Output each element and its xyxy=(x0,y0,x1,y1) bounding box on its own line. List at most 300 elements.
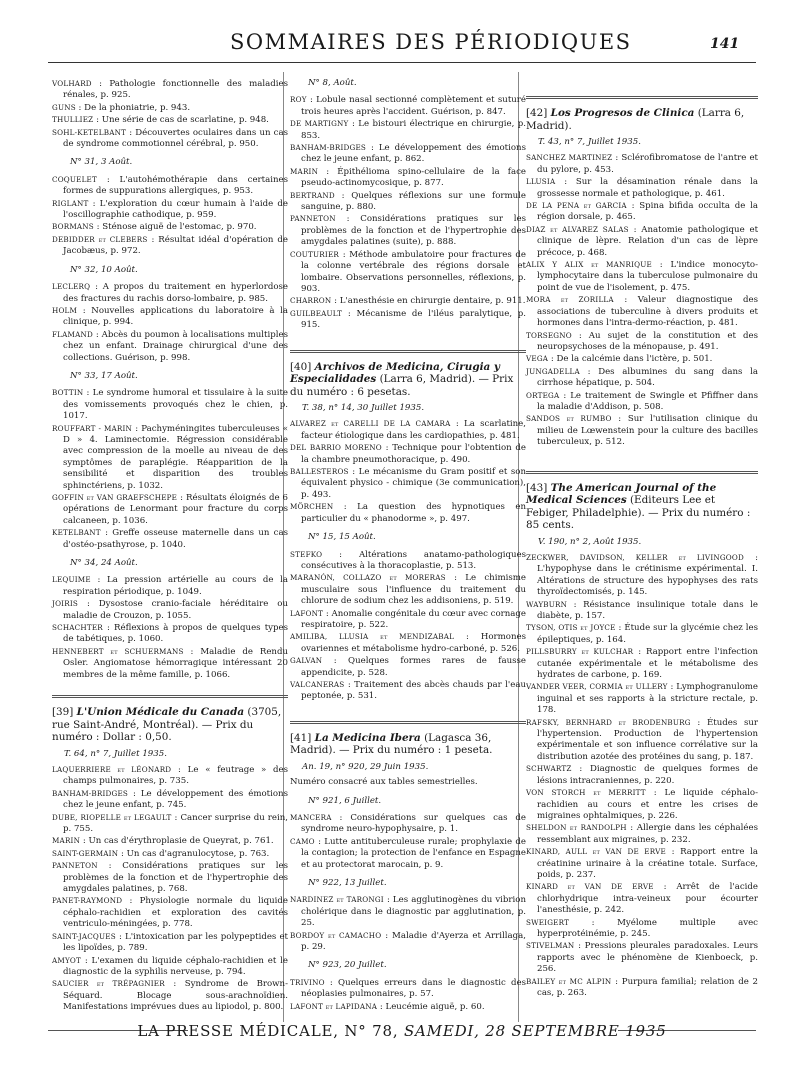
article-author: ALVAREZ et CARELLI DE LA CAMARA xyxy=(290,419,451,429)
article-author: AMYOT xyxy=(52,955,81,965)
article-title: : Altérations anatamo-pathologiques consécutives à la thoracoplastie, p. 513. xyxy=(301,549,527,571)
article-author: VALCANERAS xyxy=(290,679,345,689)
article-author: BAILEY et MC ALPIN xyxy=(526,976,612,986)
article-list xyxy=(52,78,288,150)
journal-title: Archivos de Medicina, Cirugia y Especialidades xyxy=(290,360,500,386)
issue-date: N° 921, 6 Juillet. xyxy=(308,795,382,806)
article-title: : La scarlatine, facteur étiologique dans les cardiopathies, p. 481. xyxy=(301,419,526,441)
article-author: BANHAM-BRIDGES xyxy=(290,143,367,153)
article-list xyxy=(290,418,526,525)
article-title: : De la calcémie dans l'ictère, p. 501. xyxy=(550,354,713,365)
article-entry xyxy=(52,646,288,681)
article-author: JOIRIS xyxy=(52,599,78,609)
article-entry xyxy=(290,631,526,655)
journal-heading xyxy=(526,482,758,532)
article-author: BORMANS xyxy=(52,222,94,232)
article-author: VEGA xyxy=(526,354,549,364)
article-title: : Épithélioma spino-cellulaire de la face pseudo-actinomycosique, p. 877. xyxy=(301,166,526,189)
journal-title: Los Progresos de Clinica xyxy=(550,107,695,119)
article-entry xyxy=(290,442,526,466)
article-author: BOTTIN xyxy=(52,388,84,398)
article-title: : Greffe osseuse maternelle dans un cas d'ostéo-psathyrose, p. 1040. xyxy=(63,528,288,550)
article-entry xyxy=(526,152,758,176)
article-author: SAINT-GERMAIN xyxy=(52,848,119,858)
article-author: TRIVINO xyxy=(290,977,325,987)
article-list xyxy=(52,574,288,681)
article-entry xyxy=(52,848,288,860)
article-entry xyxy=(290,295,526,307)
article-author: COQUELET xyxy=(52,174,98,184)
article-author: GUNS xyxy=(52,102,76,112)
article-author: SANDOS et RUMBO xyxy=(526,414,612,424)
article-title: : La pression artérielle au cours de la respiration périodique, p. 1049. xyxy=(63,575,289,597)
article-author: KINARD et VAN DE ERVE xyxy=(526,882,654,892)
article-title: : Maladie d'Ayerza et Arrillaga, p. 29. xyxy=(301,930,526,953)
article-title: : Pressions pleurales paradoxales. Leurs rapports avec le phénomène de Kienboeck, p. 256. xyxy=(537,941,758,975)
article-author: MÖRCHEN xyxy=(290,502,334,512)
article-list xyxy=(526,552,758,999)
article-author: SAINT-JACQUES xyxy=(52,931,116,941)
article-title: : Sclérofibromatose de l'antre et du pylore, p. 453. xyxy=(537,153,758,175)
article-entry xyxy=(526,413,758,448)
issue-note: Numéro consacré aux tables semestrielles. xyxy=(290,777,478,788)
article-author: FLAMAND xyxy=(52,329,93,339)
article-title: : Résultats éloignés de 6 opérations de Lenormant pour fracture du corps calcaneen, p. 1036. xyxy=(63,493,289,526)
article-entry xyxy=(290,118,526,142)
article-title: : Un cas d'érythroplasie de Queyrat, p. 761. xyxy=(82,836,274,847)
article-entry xyxy=(526,224,758,259)
article-title: : Spina bifida occulta de la région dorsale, p. 465. xyxy=(537,201,758,223)
article-entry xyxy=(526,366,758,390)
article-author: BORDOY et CAMACHO xyxy=(290,930,382,940)
article-title: : L'indice monocyto-lymphocytaire dans la tuberculose pulmonaire du point de vue de l'isolement, p. 475. xyxy=(537,260,758,293)
article-title: : Anatomie pathologique et clinique de lèpre. Relation d'un cas de lèpre précoce, p. 468. xyxy=(537,224,759,258)
article-entry xyxy=(52,174,288,198)
article-entry xyxy=(526,390,758,414)
article-title: : L'examen du liquide céphalo-rachidien et le diagnostic de la syphilis nerveuse, p. 794. xyxy=(63,955,288,977)
journal-address: (Lagasca 36, Madrid). — Prix du numéro : 1 peseta. xyxy=(290,731,493,757)
article-title: : Découvertes oculaires dans un cas de syndrome commotionnel cérébral, p. 950. xyxy=(63,127,288,150)
article-entry xyxy=(52,329,288,364)
article-entry xyxy=(290,166,526,190)
article-title: : Le mécanisme du Gram positif et son équivalent physico - chimique (3e communication), p. 493. xyxy=(301,467,526,500)
journal-block-40 xyxy=(290,350,526,703)
article-author: STIVELMAN xyxy=(526,941,575,951)
article-entry xyxy=(52,305,288,329)
article-author: SCHWARTZ xyxy=(526,764,572,774)
article-title: : Lobule nasal sectionné complètement et suturé trois heures après l'accident. Guérison, p. 847. xyxy=(301,95,527,117)
article-title: : Syndrome de Brown-Séquard. Blocage sous-arachnoïdien. Manifestations imprévues dues au lipiodol, p. 800. xyxy=(63,979,288,1013)
article-author: GUILBEAULT xyxy=(290,308,343,318)
journal-address: (Larra 6, Madrid). xyxy=(526,107,745,132)
article-entry xyxy=(290,655,526,679)
article-entry xyxy=(52,127,288,151)
article-author: MORA et ZORILLA xyxy=(526,295,614,305)
article-author: NARDINEZ et TARONGI xyxy=(290,895,384,905)
article-title: : Mécanisme de l'iléus paralytique, p. 915. xyxy=(301,308,526,331)
article-title: : Lymphogranulome inguinal et ses rapports à la stricture rectale, p. 178. xyxy=(537,682,758,716)
article-title: : Lutte antituberculeuse rurale; prophylaxie de la contagion; la protection de l'enfance en Espagne et au protectorat marocain, p. 9. xyxy=(301,836,526,870)
article-title: : Valeur diagnostique des associations de tuberculine à divers produits et hormones dans l'intra-dermo-réaction, p. 481. xyxy=(537,295,759,329)
article-author: BANHAM-BRIDGES xyxy=(52,788,129,798)
issue-date: N° 31, 3 Août. xyxy=(70,157,133,168)
article-title: : Maladie de Rendu Osler. Angiomatose hémorragique intéressant 20 membres de la même famille, p. 1066. xyxy=(63,646,288,680)
article-entry xyxy=(526,917,758,941)
article-title: : Le syndrome humoral et tissulaire à la suite des vomissements provoqués chez le chien, p. 1017. xyxy=(63,388,289,422)
journal-heading xyxy=(52,706,288,744)
article-author: GOFFIN et VAN GRAEFSCHEPE xyxy=(52,493,178,502)
article-author: TORSEGNO xyxy=(526,330,572,340)
article-entry xyxy=(290,930,526,954)
article-entry xyxy=(526,681,758,716)
article-entry xyxy=(526,881,758,916)
article-entry xyxy=(526,763,758,787)
article-author: DUBE, RIOPELLE et LEGAULT xyxy=(52,812,172,822)
article-title: : Méthode ambulatoire pour fractures de la colonne vertébrale des régions dorsale et lombaire. Observations personnelles, réflexions, p. 903. xyxy=(301,249,526,294)
article-author: BALLESTEROS xyxy=(290,467,349,477)
journal-address: (Editeurs Lee et Febiger, Philadelphie). — Prix du numéro : 85 cents. xyxy=(526,494,751,532)
article-entry xyxy=(52,835,288,847)
article-entry xyxy=(52,387,288,422)
article-author: TYSON, OTIS et JOYCE xyxy=(526,623,616,633)
article-title: : Considérations pratiques sur les problèmes de la fonction et de l'hypertrophie des amygdales palatines (suite), p. 888. xyxy=(301,214,526,248)
article-title: : Considérations sur quelques cas de syndrome neuro-hypophysaire, p. 1. xyxy=(301,813,526,835)
article-author: HENNEBERT et SCHUERMANS xyxy=(52,646,184,656)
article-entry xyxy=(526,787,758,822)
article-title: : Hormones ovariennes et métabolisme hydro-carboné, p. 526. xyxy=(301,632,526,654)
article-author: VOLHARD xyxy=(52,79,92,88)
article-title: : Pachyméningites tuberculeuses « D » 4. Laminectomie. Régression considérable avec compression de la moelle au niveau de des symptômes de paraplégie. Réapparition de la sensibilité et disparition des troubles sphinctériens, p. 1032. xyxy=(63,423,288,491)
article-author: LECLERQ xyxy=(52,282,91,292)
article-title: : Considérations pratiques sur les problèmes de la fonction et de l'hypertrophie des amygdales palatines, p. 768. xyxy=(63,861,288,895)
article-entry xyxy=(52,78,288,102)
article-entry xyxy=(52,221,288,233)
volume-line: T. 43, n° 7, Juillet 1935. xyxy=(538,137,641,147)
article-author: BERTRAND xyxy=(290,190,335,200)
article-entry xyxy=(290,308,526,332)
article-entry xyxy=(526,846,758,881)
article-entry xyxy=(52,114,288,126)
article-title: : Sténose aiguë de l'estomac, p. 970. xyxy=(96,222,257,233)
article-list xyxy=(526,152,758,448)
article-title: : Des albumines du sang dans la cirrhose hépatique, p. 504. xyxy=(537,366,758,389)
article-entry xyxy=(52,764,288,788)
article-author: SAUCIER et TRÉPAGNIER xyxy=(52,979,165,989)
article-entry xyxy=(526,330,758,354)
article-title: : De la phoniatrie, p. 943. xyxy=(78,102,191,113)
article-title: : A propos du traitement en hyperlordose des fractures du rachis dorso-lombaire, p. 985. xyxy=(63,282,289,304)
article-entry xyxy=(52,281,288,305)
article-author: ROY xyxy=(290,95,307,105)
article-title: : L'hypophyse dans le crétinisme expérimental. I. Altérations de structure des hypophyses des rats thyroïdectomisés, p. 145. xyxy=(537,552,759,598)
article-author: ZECKWER, DAVIDSON, KELLER et LIVINGOOD xyxy=(526,552,744,562)
article-list xyxy=(290,812,526,871)
article-author: HOLM xyxy=(52,305,78,315)
article-author: ALIX Y ALIX et MANRIQUE xyxy=(526,260,652,270)
article-author: PANNETON xyxy=(290,214,336,224)
article-list xyxy=(52,764,288,1014)
article-entry xyxy=(526,622,758,646)
article-author: KETELBANT xyxy=(52,528,101,538)
article-title: : Résultat idéal d'opération de Jacobæus, p. 972. xyxy=(63,234,288,257)
article-title: : Étude sur la glycémie chez les épileptiques, p. 164. xyxy=(537,623,758,645)
article-title: : Le développement des émotions chez le jeune enfant, p. 862. xyxy=(301,143,526,165)
issue-date: N° 15, 15 Août. xyxy=(308,532,376,543)
article-author: ROUFFART - MARIN xyxy=(52,423,133,433)
article-title: : Un cas d'agranulocytose, p. 763. xyxy=(120,848,270,859)
journal-address: (3705, rue Saint-André, Montréal). — Prix du numéro : Dollar : 0,50. xyxy=(52,706,282,744)
article-author: SHELDON et RANDOLPH xyxy=(526,823,627,833)
issue-date: N° 34, 24 Août. xyxy=(70,558,138,569)
volume-line: T. 38, n° 14, 30 Juillet 1935. xyxy=(302,403,425,414)
article-entry xyxy=(526,259,758,294)
article-entry xyxy=(526,552,758,599)
article-title: : Pathologie fonctionnelle des maladies rénales, p. 925. xyxy=(63,79,288,101)
article-entry xyxy=(52,895,288,930)
journal-heading xyxy=(290,732,526,757)
article-title: : Technique pour l'obtention de la chambre pneumothoracique, p. 490. xyxy=(301,443,527,465)
article-author: KINARD, AULL et VAN DE ERVE xyxy=(526,847,666,857)
article-entry xyxy=(526,822,758,846)
article-entry xyxy=(290,213,526,248)
article-entry xyxy=(526,717,758,764)
article-entry xyxy=(526,200,758,224)
issue-date: N° 32, 10 Août. xyxy=(70,264,138,275)
article-list xyxy=(290,977,526,1013)
journal-block-41 xyxy=(290,721,526,1013)
journal-heading xyxy=(290,361,526,399)
article-author: PILLSBURRY et KULCHAR xyxy=(526,647,634,657)
page-number: 141 xyxy=(710,36,740,52)
article-title: : Diagnostic de quelques formes de lésions intracraniennes, p. 220. xyxy=(537,764,759,786)
article-author: PANNETON xyxy=(52,861,98,871)
journal-title: La Medicina Ibera xyxy=(314,731,421,744)
header-rule xyxy=(48,62,756,63)
article-author: GALVAN xyxy=(290,656,323,666)
article-title: : La question des hypnotiques en particulier du « phanodorme », p. 497. xyxy=(301,502,526,524)
article-author: MARIN xyxy=(52,836,81,846)
journal-title: The American Journal of the Medical Sciences xyxy=(526,481,717,507)
article-entry xyxy=(526,599,758,623)
article-author: LAQUERRIERE et LÉONARD xyxy=(52,765,172,774)
article-author: DIAZ et ALVAREZ SALAS xyxy=(526,224,629,234)
article-entry xyxy=(526,976,758,1000)
article-title: : Rapport entre la créatinine urinaire à la créatine totale. Surface, poids, p. 237. xyxy=(537,847,758,880)
article-entry xyxy=(290,94,526,118)
article-entry xyxy=(290,608,526,632)
article-author: STEFKO xyxy=(290,549,323,559)
article-title: : Quelques erreurs dans le diagnostic des néoplasies pulmonaires, p. 57. xyxy=(301,977,526,1000)
article-title: : Quelques réflexions sur une formule sanguine, p. 880. xyxy=(301,190,526,213)
article-entry xyxy=(290,977,526,1001)
article-author: ORTEGA xyxy=(526,390,560,400)
issue-date: N° 923, 20 Juillet. xyxy=(308,960,387,971)
journal-heading xyxy=(526,107,758,132)
article-title: : Rapport entre l'infection cutanée expérimentale et le métabolisme des hydrates de carbone, p. 169. xyxy=(537,647,758,681)
article-author: LAFONT xyxy=(290,608,324,618)
article-author: THULLIEZ xyxy=(52,115,94,125)
article-author: CAMO xyxy=(290,836,315,846)
article-author: CHARRON xyxy=(290,296,332,306)
article-author: SOHL-KETELBANT xyxy=(52,127,127,137)
article-title: : Études sur l'hypertension. Production de l'hypertension expérimentale et son influence corrélative sur la distribution azotée des protéines du sang, p. 187. xyxy=(537,717,758,762)
journal-title: L'Union Médicale du Canada xyxy=(76,706,245,719)
article-entry xyxy=(290,549,526,573)
article-author: VANDER VEER, CORMIA et ULLERY xyxy=(526,682,668,692)
article-entry xyxy=(290,812,526,836)
article-author: LLUSIA xyxy=(526,177,556,187)
article-list xyxy=(52,387,288,551)
journal-address: (Larra 6, Madrid). — Prix du numéro : 6 pesetas. xyxy=(290,373,514,398)
journal-block-42 xyxy=(526,96,758,449)
article-title: : Résistance insulinique totale dans le diabète, p. 157. xyxy=(537,599,758,621)
article-entry xyxy=(290,679,526,703)
article-entry xyxy=(526,646,758,681)
article-author: SWEIGERT xyxy=(526,917,570,927)
article-author: LAFONT et LAPIDANA xyxy=(290,1001,378,1011)
journal-number: [42] xyxy=(526,107,548,119)
footer-date: SAMEDI, 28 SEPTEMBRE 1935 xyxy=(403,1022,667,1040)
article-author: DE LA PENA et GARCIA xyxy=(526,201,627,211)
journal-number: [41] xyxy=(290,731,312,744)
article-author: MANCERA xyxy=(290,813,332,822)
article-title: : Le « feutrage » des champs pulmonaires, p. 735. xyxy=(63,765,289,787)
article-title: : Allergie dans les céphalées ressemblant aux migraines, p. 232. xyxy=(537,823,759,845)
article-entry xyxy=(290,249,526,296)
article-list xyxy=(290,894,526,953)
article-entry xyxy=(52,492,288,527)
article-author: JUNGADELLA xyxy=(526,366,580,376)
article-entry xyxy=(52,860,288,895)
article-title: : Nouvelles applications du laboratoire à la clinique, p. 994. xyxy=(63,305,288,328)
article-entry xyxy=(526,940,758,975)
journal-number: [39] xyxy=(52,706,74,719)
article-entry xyxy=(52,812,288,836)
issue-date: N° 922, 13 Juillet. xyxy=(308,878,387,889)
article-entry xyxy=(52,788,288,812)
article-entry xyxy=(52,978,288,1013)
article-list xyxy=(290,94,526,331)
running-title: SOMMAIRES DES PÉRIODIQUES xyxy=(230,30,632,54)
article-author: WAYBURN xyxy=(526,599,568,609)
article-author: SANCHEZ MARTINEZ xyxy=(526,153,613,163)
article-entry xyxy=(52,931,288,955)
article-title: : Arrêt de l'acide chlorhydrique intra-veineux pour écourter l'anesthésie, p. 242. xyxy=(537,882,758,916)
article-entry xyxy=(290,836,526,871)
article-entry xyxy=(526,294,758,329)
article-title: : Traitement des abcès chauds par l'eau peptonée, p. 531. xyxy=(301,679,527,702)
article-author: DEBIDDER et CLEBERS xyxy=(52,234,148,244)
article-list xyxy=(290,549,526,703)
article-title: : L'intoxication par les polypeptides et les lipoïdes, p. 789. xyxy=(63,931,288,954)
article-author: DE MARTIGNY xyxy=(290,119,349,129)
article-author: RIGLANT xyxy=(52,198,89,208)
column-3 xyxy=(526,78,758,999)
journal-number: [43] xyxy=(526,481,548,494)
article-entry xyxy=(52,423,288,492)
article-title: : Les agglutinogènes du vibrion cholérique dans le diagnostic par agglutination, p. 25. xyxy=(301,895,526,929)
journal-block-39 xyxy=(52,695,288,1013)
volume-line: V. 190, n° 2, Août 1935. xyxy=(538,536,642,547)
article-title: : Physiologie normale du liquide céphalo-rachidien et exploration des cavités ventriculo-méningées, p. 778. xyxy=(63,896,288,930)
article-title: : Le bistouri électrique en chirurgie, p. 853. xyxy=(301,119,526,141)
article-author: AMILIBA, LLUSIA et MENDIZABAL xyxy=(290,632,455,642)
footer-journal: LA PRESSE MÉDICALE, N° 78, xyxy=(137,1022,399,1040)
article-entry xyxy=(52,574,288,598)
volume-line: An. 19, n° 920, 29 Juin 1935. xyxy=(302,761,429,772)
article-entry xyxy=(52,955,288,979)
article-entry xyxy=(52,622,288,646)
article-title: : Au sujet de la constitution et des neuropsychoses de la ménopause, p. 491. xyxy=(537,330,759,352)
article-author: LEQUIME xyxy=(52,575,91,585)
article-entry xyxy=(290,418,526,442)
article-author: MARANÓN, COLLAZO et MORERAS xyxy=(290,573,446,583)
article-entry xyxy=(52,527,288,551)
article-title: : Abcès du poumon à localisations multiples chez un enfant. Drainage chirurgical d'une des collections. Guérison, p. 998. xyxy=(63,329,288,363)
article-entry xyxy=(526,176,758,200)
article-title: : Cancer surprise du rein, p. 755. xyxy=(63,812,289,835)
article-entry xyxy=(52,102,288,114)
article-author: MARIN xyxy=(290,166,319,176)
article-title: : Leucémie aiguë, p. 60. xyxy=(379,1001,485,1012)
article-entry xyxy=(290,190,526,214)
article-list xyxy=(52,174,288,258)
article-entry xyxy=(290,466,526,501)
article-author: SCHACHTER xyxy=(52,623,103,633)
article-title: : Sur l'utilisation clinique du milieu de Lœwenstein pour la culture des bacilles tuberculeux, p. 512. xyxy=(537,414,758,448)
article-title: : Le liquide céphalo-rachidien au cours et entre les crises de migraines ophtalmiques, p. 226. xyxy=(537,788,758,821)
article-title: : Le traitement de Swingle et Pfiffner dans la maladie d'Addison, p. 508. xyxy=(537,390,758,412)
column-1 xyxy=(52,78,288,1014)
article-title: : Purpura familial; relation de 2 cas, p. 263. xyxy=(537,976,758,998)
article-author: RAFSKY, BERNHARD et BRODENBURG xyxy=(526,717,691,727)
article-title: : Dysostose cranio-faciale héréditaire ou maladie de Crouzon, p. 1055. xyxy=(63,599,288,621)
article-title: : Myélome multiple avec hyperprotéinémie, p. 245. xyxy=(537,917,758,939)
article-title: : Anomalie congénitale du cœur avec cornage respiratoire, p. 522. xyxy=(301,608,526,630)
article-list xyxy=(52,281,288,364)
article-title: : Une série de cas de scarlatine, p. 948. xyxy=(96,115,269,126)
volume-line: T. 64, n° 7, Juillet 1935. xyxy=(64,748,167,759)
article-entry xyxy=(526,353,758,365)
article-entry xyxy=(290,501,526,525)
article-title: : Sur la désamination rénale dans la grossesse normale et pathologique, p. 461. xyxy=(537,177,759,199)
page-footer xyxy=(48,1022,756,1040)
article-author: VON STORCH et MERRITT xyxy=(526,788,646,798)
article-entry xyxy=(290,572,526,607)
article-entry xyxy=(52,598,288,622)
article-entry xyxy=(290,142,526,166)
article-author: DEL BARRIO MORENO xyxy=(290,443,382,453)
issue-date: N° 33, 17 Août. xyxy=(70,370,138,381)
article-title: : Le chimisme musculaire sous l'influence du traitement du chlorure de sodium chez les addisoniens, p. 519. xyxy=(301,573,527,607)
article-title: : Quelques formes rares de fausse appendicite, p. 528. xyxy=(301,656,527,678)
issue-date: N° 8, Août. xyxy=(308,78,357,88)
article-title: : Le développement des émotions chez le jeune enfant, p. 745. xyxy=(63,788,288,811)
article-title: : L'anesthésie en chirurgie dentaire, p. 911. xyxy=(334,296,526,307)
article-title: : L'exploration du cœur humain à l'aide de l'oscillographie cathodique, p. 959. xyxy=(63,198,289,221)
column-2 xyxy=(290,78,526,1013)
article-author: COUTURIER xyxy=(290,249,340,259)
journal-block-43 xyxy=(526,471,758,1000)
article-title: : L'autohémothérapie dans certaines formes de suppurations allergiques, p. 953. xyxy=(63,174,289,197)
article-entry xyxy=(52,198,288,222)
article-author: PANET-RAYMOND xyxy=(52,896,123,906)
article-entry xyxy=(290,1001,526,1013)
article-entry xyxy=(52,234,288,258)
article-entry xyxy=(290,894,526,929)
journal-number: [40] xyxy=(290,360,312,373)
article-title: : Réflexions à propos de quelques types de tabétiques, p. 1060. xyxy=(63,623,288,645)
